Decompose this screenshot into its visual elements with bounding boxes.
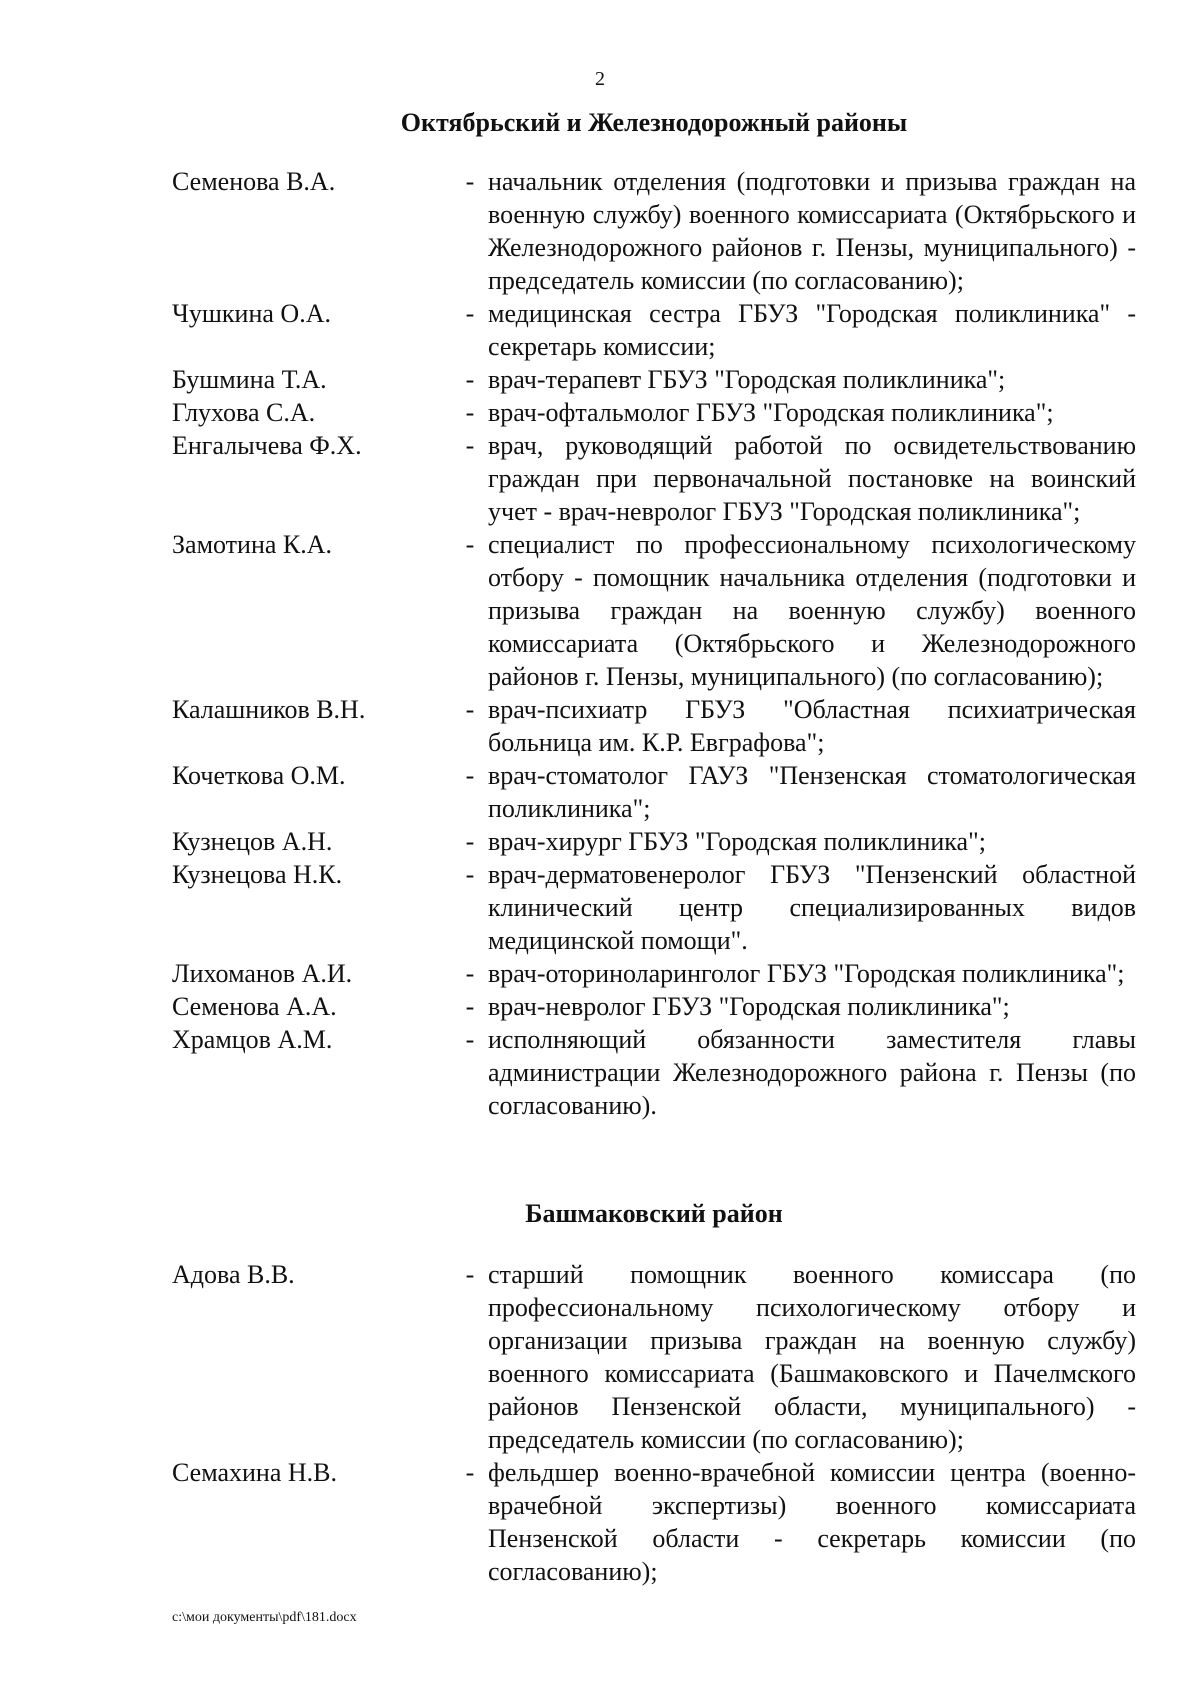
member-dash: - [465, 167, 475, 196]
member-row [172, 957, 1136, 990]
member-row [172, 165, 1136, 297]
section-bashmakovsky [172, 1197, 1136, 1588]
member-dash: - [465, 1260, 475, 1289]
member-row [172, 1456, 1136, 1588]
file-path-footer: c:\мои документы\pdf\181.docx [172, 1610, 357, 1625]
member-row [172, 759, 1136, 825]
member-row [172, 429, 1136, 528]
member-dash: - [465, 1025, 475, 1054]
member-dash: - [465, 827, 475, 856]
member-role: врач-терапевт ГБУЗ "Городская поликлиника"; [488, 365, 1006, 394]
member-role: начальник отделения (подготовки и призыва граждан на военную службу) военного комиссариата (Октябрьского и Железнодорожного районов г. Пензы, муниципального) - председатель комиссии (по согласованию); [488, 167, 1136, 295]
member-dash: - [465, 860, 475, 889]
member-dash: - [465, 1458, 475, 1487]
member-name: Лихоманов А.И. [172, 959, 353, 988]
member-dash: - [465, 398, 475, 427]
section-oktyabrsky [172, 106, 1136, 1122]
member-dash: - [465, 695, 475, 724]
member-name: Енгалычева Ф.Х. [172, 431, 362, 460]
member-name: Семенова В.А. [172, 167, 336, 196]
member-role: врач-психиатр ГБУЗ "Областная психиатрическая больница им. К.Р. Евграфова"; [488, 695, 1136, 757]
member-name: Замотина К.А. [172, 530, 333, 559]
member-name: Кузнецов А.Н. [172, 827, 333, 856]
member-dash: - [465, 959, 475, 988]
member-role: врач, руководящий работой по освидетельствованию граждан при первоначальной постановке на воинский учет - врач-невролог ГБУЗ "Городская поликлиника"; [488, 431, 1136, 526]
member-dash: - [465, 365, 475, 394]
member-name: Кузнецова Н.К. [172, 860, 343, 889]
member-name: Чушкина О.А. [172, 299, 331, 328]
member-row [172, 528, 1136, 693]
member-dash: - [465, 299, 475, 328]
member-role: врач-офтальмолог ГБУЗ "Городская поликлиника"; [488, 398, 1054, 427]
member-name: Семахина Н.В. [172, 1458, 338, 1487]
member-dash: - [465, 431, 475, 460]
member-role: старший помощник военного комиссара (по профессиональному психологическому отбору и организации призыва граждан на военную службу) военного комиссариата (Башмаковского и Пачелмского районов Пензенской области, муниципального) - председатель комиссии (по согласованию); [488, 1260, 1136, 1454]
member-row [172, 297, 1136, 363]
member-row [172, 990, 1136, 1023]
member-row [172, 1258, 1136, 1456]
member-row [172, 858, 1136, 957]
section-title: Башмаковский район [525, 1199, 783, 1228]
member-dash: - [465, 761, 475, 790]
member-row [172, 693, 1136, 759]
member-name: Калашников В.Н. [172, 695, 366, 724]
member-role: врач-хирург ГБУЗ "Городская поликлиника"; [488, 827, 986, 856]
member-dash: - [465, 992, 475, 1021]
member-name: Глухова С.А. [172, 398, 316, 427]
member-row [172, 396, 1136, 429]
member-role: специалист по профессиональному психологическому отбору - помощник начальника отделения (подготовки и призыва граждан на военную службу) военного комиссариата (Октябрьского и Железнодорожного районов г. Пензы, муниципального) (по согласованию); [488, 530, 1136, 691]
member-role: фельдшер военно-врачебной комиссии центра (военно-врачебной экспертизы) военного комиссариата Пензенской области - секретарь комиссии (по согласованию); [488, 1458, 1136, 1586]
page-number: 2 [595, 68, 605, 90]
member-role: медицинская сестра ГБУЗ "Городская поликлиника" - секретарь комиссии; [488, 299, 1136, 361]
section-title: Октябрьский и Железнодорожный районы [400, 108, 908, 137]
member-role: врач-дерматовенеролог ГБУЗ "Пензенский областной клинический центр специализированных видов медицинской помощи". [488, 860, 1136, 955]
member-row [172, 825, 1136, 858]
member-role: врач-невролог ГБУЗ "Городская поликлиника"; [488, 992, 1010, 1021]
member-role: врач-оториноларинголог ГБУЗ "Городская поликлиника"; [488, 959, 1125, 988]
member-dash: - [465, 530, 475, 559]
member-name: Семенова А.А. [172, 992, 337, 1021]
member-name: Кочеткова О.М. [172, 761, 346, 790]
member-name: Бушмина Т.А. [172, 365, 327, 394]
member-row [172, 363, 1136, 396]
member-row [172, 1023, 1136, 1122]
member-role: исполняющий обязанности заместителя главы администрации Железнодорожного района г. Пензы (по согласованию). [488, 1025, 1136, 1120]
member-name: Адова В.В. [172, 1260, 295, 1289]
member-name: Храмцов А.М. [172, 1025, 333, 1054]
member-role: врач-стоматолог ГАУЗ "Пензенская стоматологическая поликлиника"; [488, 761, 1136, 823]
